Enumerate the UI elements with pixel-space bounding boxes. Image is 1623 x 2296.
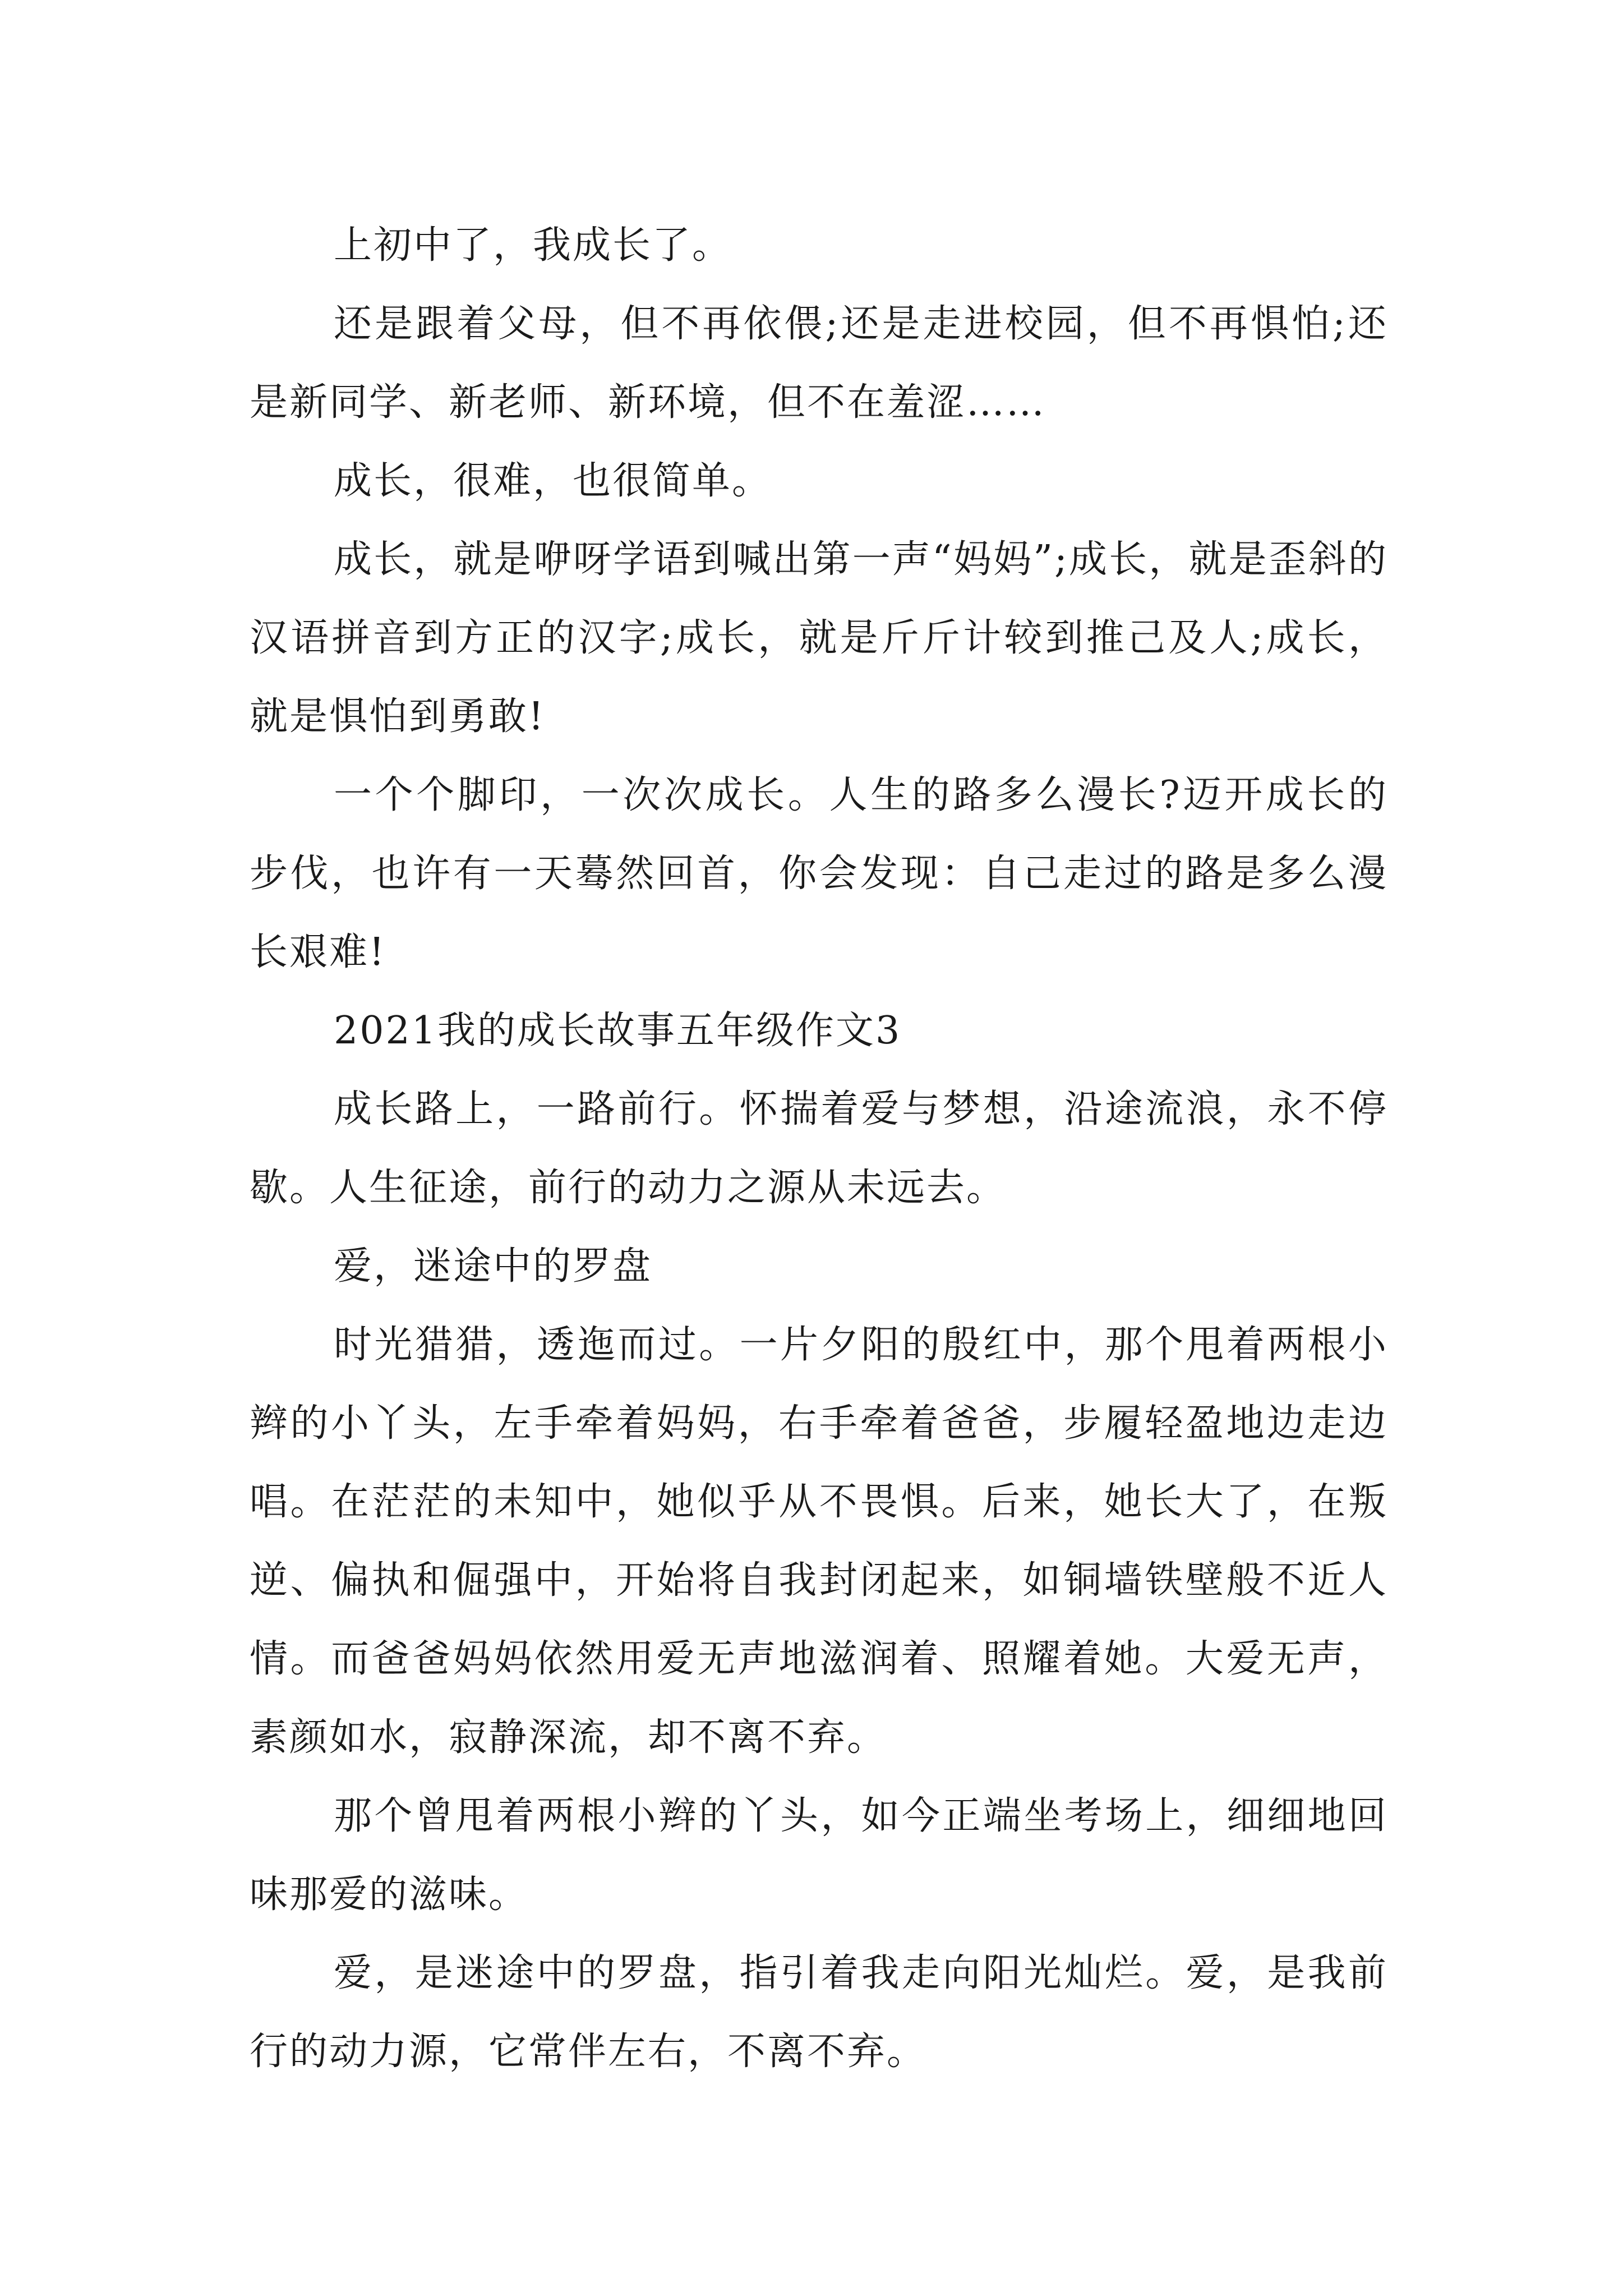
paragraph: 成长，很难，也很简单。 xyxy=(334,459,772,503)
subheading: 爱，迷途中的罗盘 xyxy=(334,1244,653,1289)
section-heading: 2021我的成长故事五年级作文3 xyxy=(334,1009,902,1053)
paragraph: 还是跟着父母，但不再依偎;还是走进校园，但不再惧怕;还是新同学、新老师、新环境，但不在羞涩…… xyxy=(250,302,1388,425)
paragraph: 一个个脚印，一次次成长。人生的路多么漫长?迈开成长的步伐，也许有一天蓦然回首，你会发现：自己走过的路是多么漫长艰难! xyxy=(250,773,1388,974)
paragraph: 那个曾甩着两根小辫的丫头，如今正端坐考场上，细细地回味那爱的滋味。 xyxy=(250,1794,1388,1917)
paragraph: 时光猎猎，透迤而过。一片夕阳的殷红中，那个甩着两根小辫的小丫头，左手牵着妈妈，右手牵着爸爸，步履轻盈地边走边唱。在茫茫的未知中，她似乎从不畏惧。后来，她长大了，在叛逆、偏执和倔强中，开始将自我封闭起来，如铜墙铁壁般不近人情。而爸爸妈妈依然用爱无声地滋润着、照耀着她。大爱无声，素颜如水，寂静深流，却不离不弃。 xyxy=(250,1323,1388,1760)
paragraph: 成长路上，一路前行。怀揣着爱与梦想，沿途流浪，永不停歇。人生征途，前行的动力之源从未远去。 xyxy=(250,1087,1388,1210)
paragraph: 成长，就是咿呀学语到喊出第一声“妈妈”;成长，就是歪斜的汉语拼音到方正的汉字;成长，就是斤斤计较到推己及人;成长，就是惧怕到勇敢! xyxy=(250,537,1388,739)
paragraph: 爱，是迷途中的罗盘，指引着我走向阳光灿烂。爱，是我前行的动力源，它常伴左右，不离不弃。 xyxy=(250,1951,1388,2074)
document-body xyxy=(250,206,1388,2091)
paragraph: 上初中了，我成长了。 xyxy=(334,223,732,268)
